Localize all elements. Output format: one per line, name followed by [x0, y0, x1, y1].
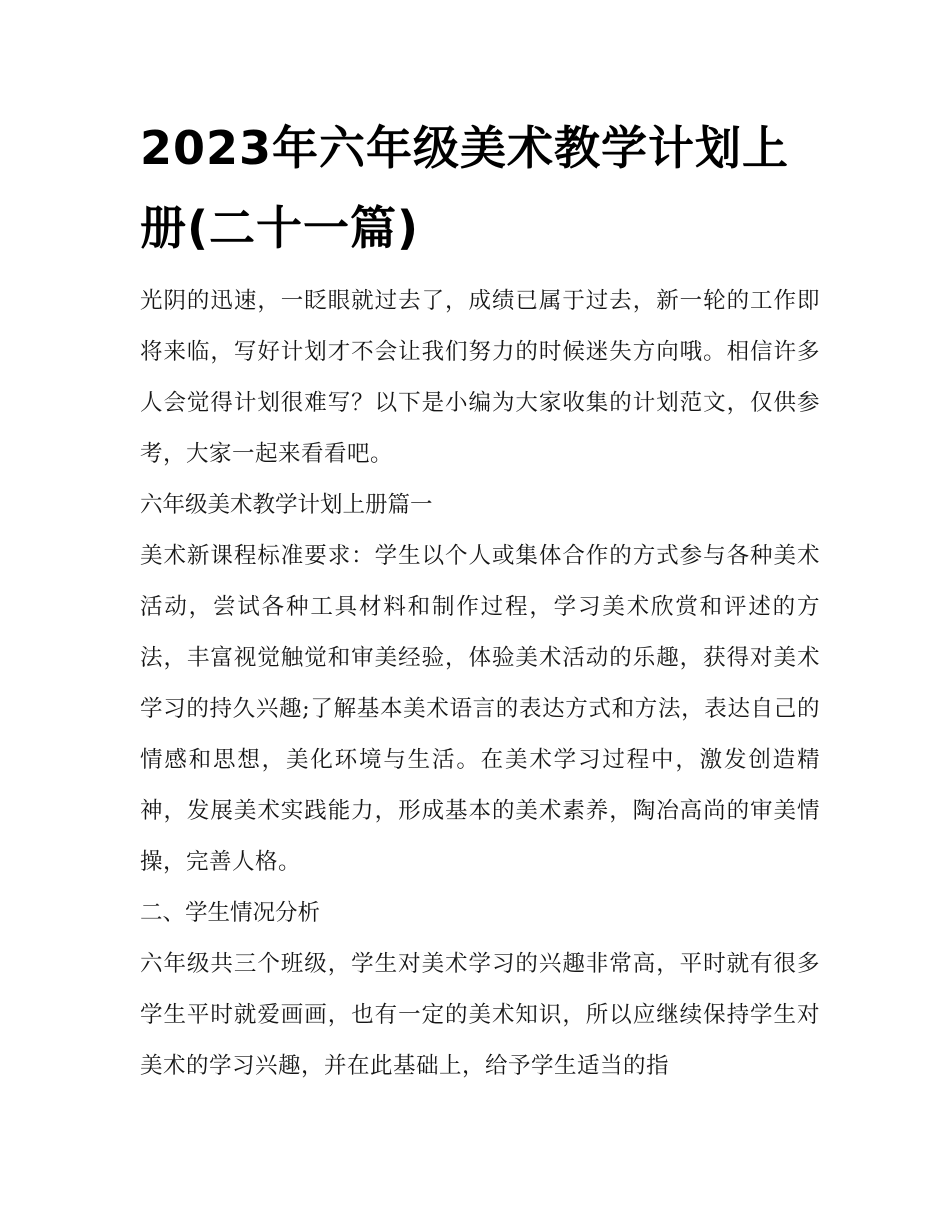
intro-paragraph: 光阴的迅速，一眨眼就过去了，成绩已属于过去，新一轮的工作即将来临，写好计划才不会让我们努力的时候迷失方向哦。相信许多人会觉得计划很难写？以下是小编为大家收集的计划范文，仅供参考，大家一起来看看吧。 [140, 288, 820, 467]
document-page [140, 108, 820, 1092]
section-heading-1: 六年级美术教学计划上册篇一 [140, 492, 433, 518]
document-title: 2023年六年级美术教学计划上册(二十一篇) [140, 121, 790, 255]
section-paragraph-2: 六年级共三个班级，学生对美术学习的兴趣非常高，平时就有很多学生平时就爱画画，也有一定的美术知识，所以应继续保持学生对美术的学习兴趣，并在此基础上，给予学生适当的指 [140, 951, 820, 1079]
section-heading-2: 二、学生情况分析 [140, 900, 321, 926]
section-paragraph-1: 美术新课程标准要求：学生以个人或集体合作的方式参与各种美术活动，尝试各种工具材料和制作过程，学习美术欣赏和评述的方法，丰富视觉触觉和审美经验，体验美术活动的乐趣，获得对美术学习的持久兴趣;了解基本美术语言的表达方式和方法，表达自己的情感和思想，美化环境与生活。在美术学习过程中，激发创造精神，发展美术实践能力，形成基本的美术素养，陶冶高尚的审美情操，完善人格。 [140, 543, 820, 875]
